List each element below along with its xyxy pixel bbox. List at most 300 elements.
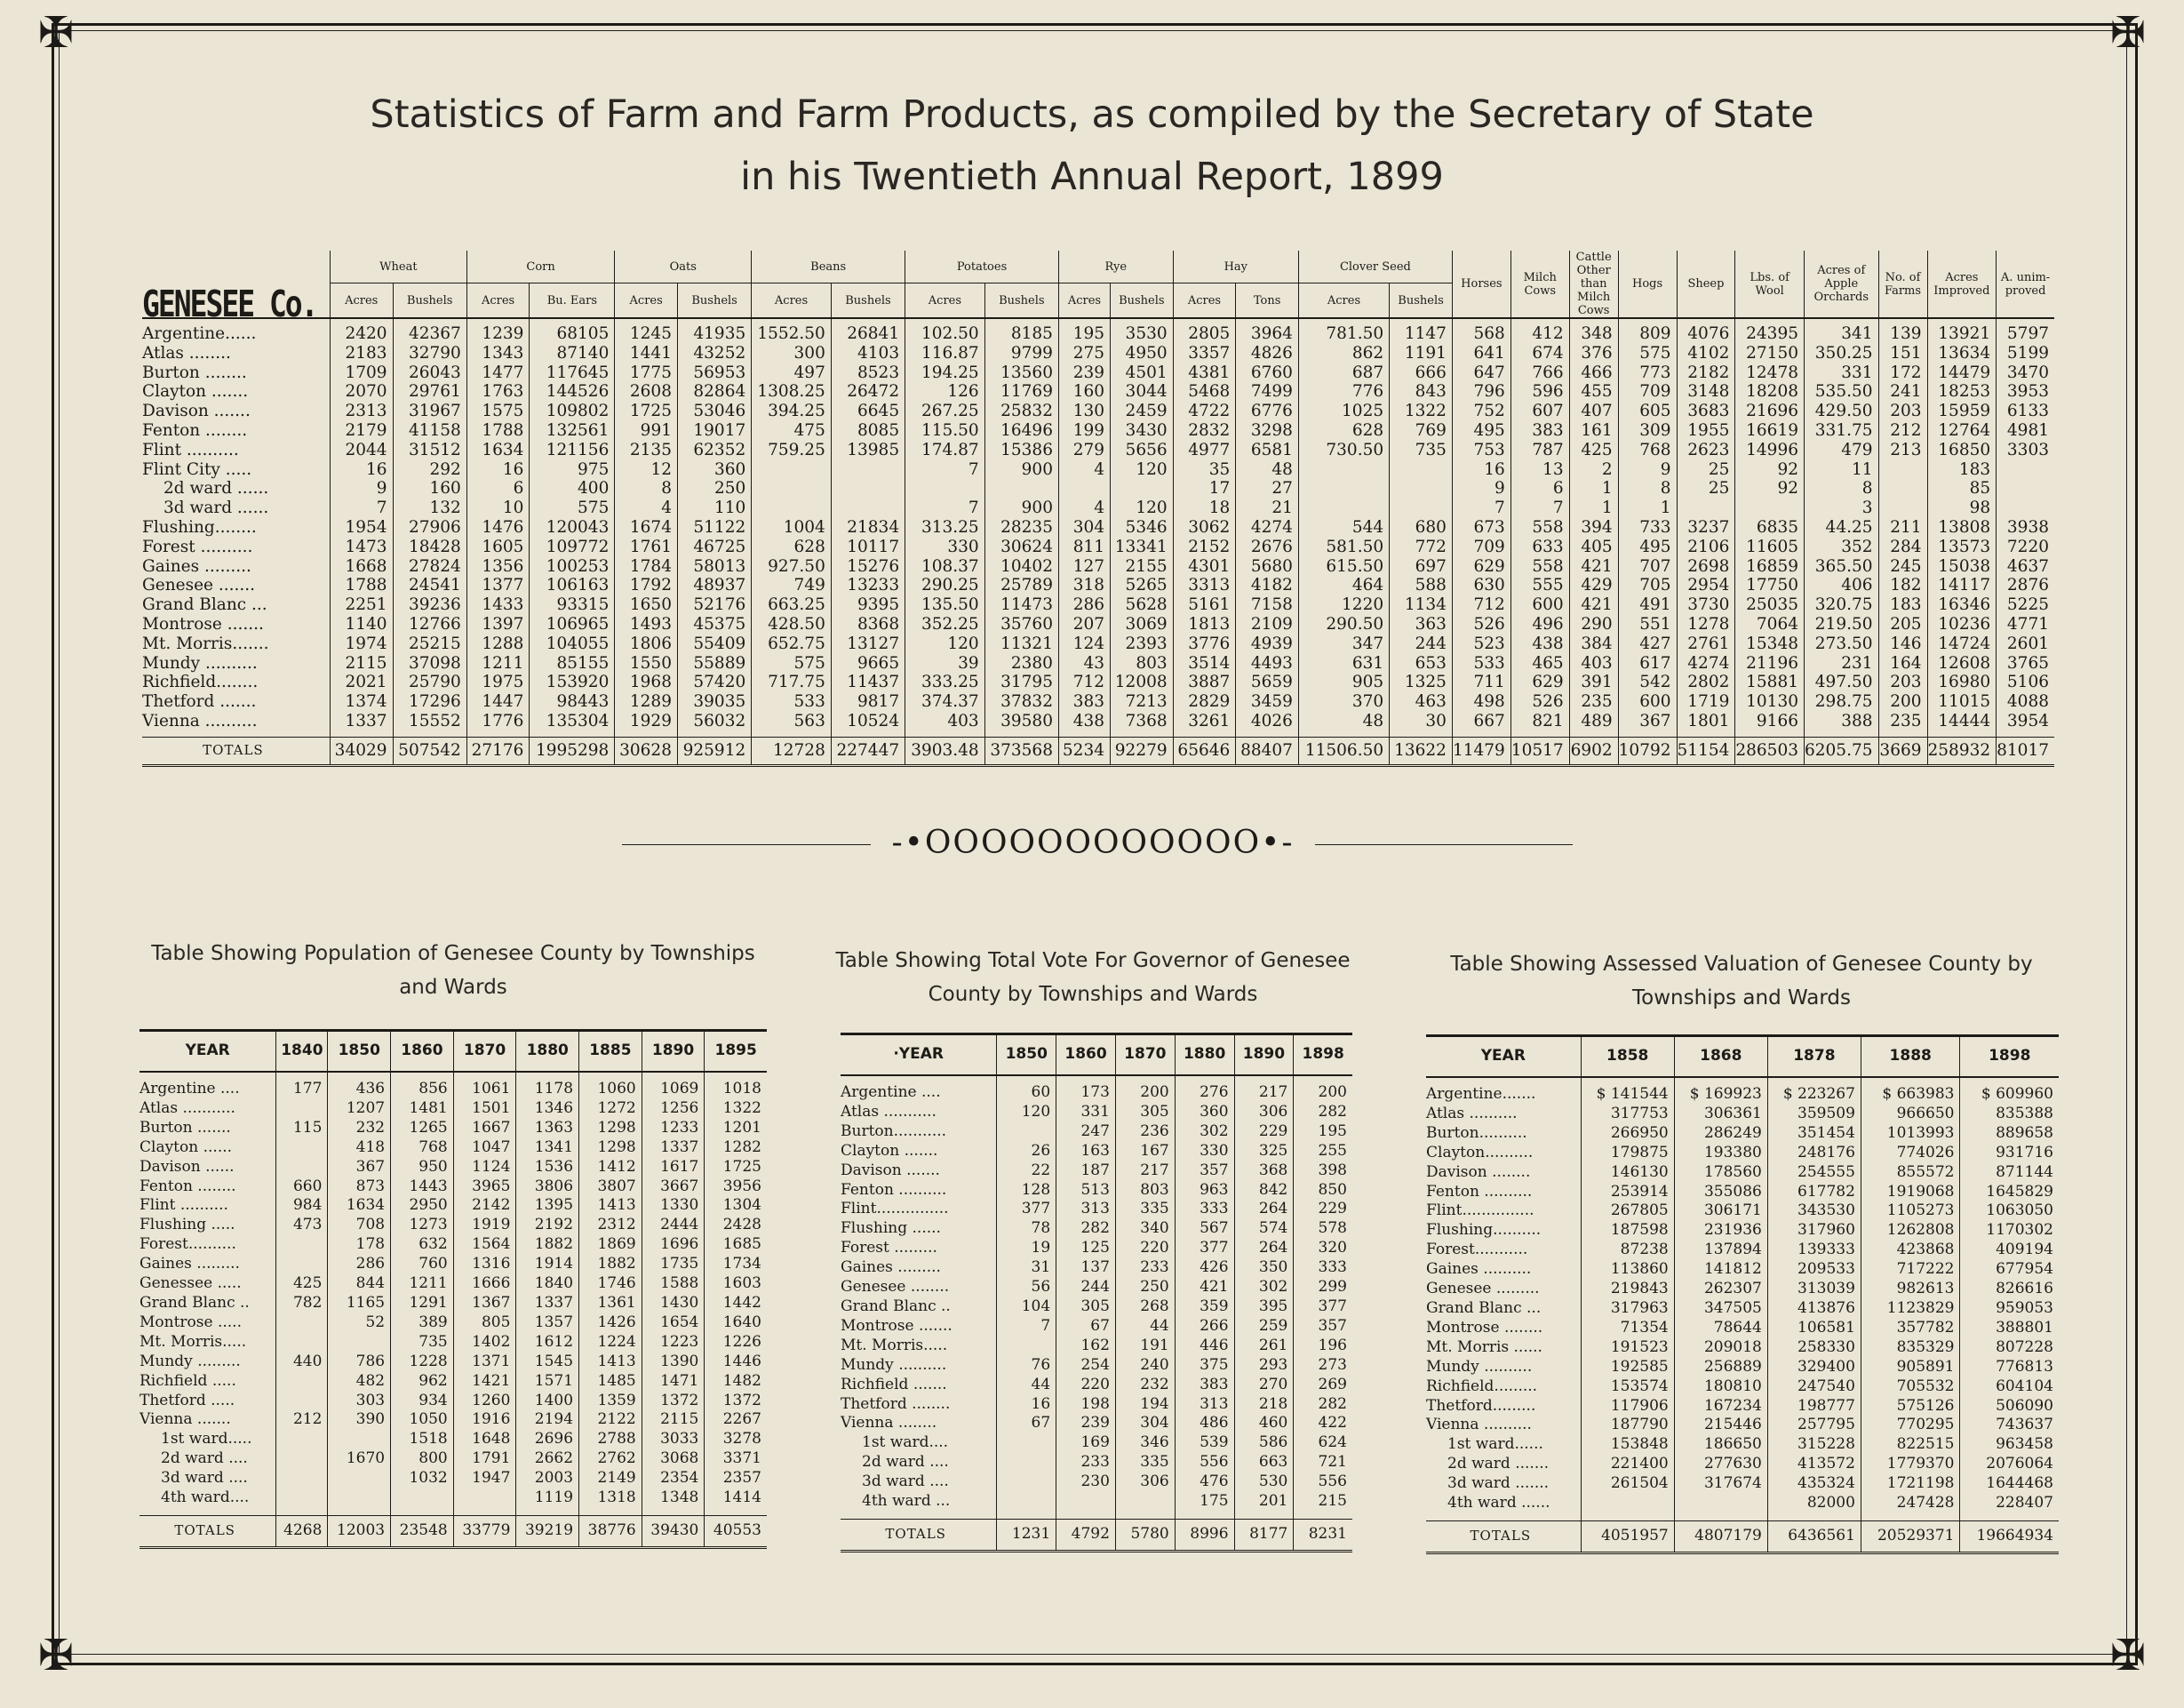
row-label: Atlas ........ [142, 343, 231, 363]
row-label: Clayton ....... [841, 1141, 938, 1160]
table-cell [276, 1372, 328, 1392]
total-cell: 1995298 [530, 737, 615, 765]
table-cell: 3964 [1236, 318, 1299, 344]
table-cell: 376 [1569, 344, 1618, 363]
table-cell: 2829 [1173, 692, 1236, 712]
table-row [841, 1219, 1352, 1239]
table-cell: 333 [1294, 1258, 1352, 1278]
table-cell [276, 1392, 328, 1411]
table-row [139, 1372, 767, 1392]
row-label: Grand Blanc ... [142, 595, 267, 615]
table-cell: 3 [1805, 499, 1879, 518]
row-label: Mt. Morris..... [841, 1336, 948, 1354]
table-cell: 286 [1058, 595, 1110, 615]
table-cell: 25790 [393, 673, 466, 692]
table-cell: 331 [1056, 1103, 1116, 1122]
table-row [841, 1103, 1352, 1122]
table-cell [276, 1138, 328, 1158]
table-cell: 905 [1298, 673, 1389, 692]
year-column-header: 1880 [516, 1031, 579, 1073]
table-cell: 1372 [642, 1392, 705, 1411]
table-cell: 1371 [453, 1353, 516, 1372]
year-column-header: 1868 [1674, 1036, 1767, 1078]
column-subheader: Bushels [1111, 283, 1174, 318]
table-cell: 407 [1569, 402, 1618, 421]
row-label: Mundy .......... [142, 653, 258, 673]
table-cell: 9799 [984, 344, 1058, 363]
table-cell: 1666 [453, 1274, 516, 1294]
table-cell: 229 [1294, 1200, 1352, 1219]
table-cell: 563 [752, 712, 832, 737]
table-cell: 2761 [1677, 635, 1735, 654]
table-cell: 15348 [1735, 635, 1805, 654]
table-cell: 17750 [1735, 576, 1805, 595]
table-cell: 513 [1056, 1181, 1116, 1201]
table-cell: 427 [1618, 635, 1677, 654]
table-cell [752, 460, 832, 480]
table-cell: 2135 [615, 441, 678, 460]
column-subheader: Bushels [1390, 283, 1453, 318]
table-cell: 2950 [391, 1196, 454, 1216]
table-cell: 135.50 [905, 595, 985, 615]
table-cell: 647 [1452, 363, 1510, 383]
table-cell: 26043 [393, 363, 466, 383]
table-cell: 1588 [642, 1274, 705, 1294]
table-cell: 6133 [1997, 402, 2054, 421]
table-cell: 1916 [453, 1410, 516, 1430]
table-cell: 357 [1175, 1161, 1234, 1181]
table-cell: 352 [1805, 538, 1879, 557]
table-cell: 3683 [1677, 402, 1735, 421]
row-label: Thetford ....... [142, 692, 257, 712]
total-cell: 23548 [391, 1515, 454, 1547]
table-cell: 235 [1878, 712, 1927, 737]
table-cell: 1645829 [1960, 1183, 2059, 1202]
table-cell: 306361 [1674, 1105, 1767, 1124]
table-cell: 497 [752, 363, 832, 383]
table-cell: 633 [1510, 538, 1569, 557]
table-cell [328, 1430, 391, 1449]
table-cell: 14724 [1927, 635, 1997, 654]
table-cell: 1245 [615, 318, 678, 344]
table-cell [276, 1313, 328, 1333]
row-label: Mundy .......... [841, 1355, 947, 1374]
table-cell: 12 [615, 460, 678, 480]
table-cell: 213 [1878, 441, 1927, 460]
table-cell: 178560 [1674, 1163, 1767, 1183]
table-cell: 673 [1452, 518, 1510, 538]
table-cell [1878, 460, 1927, 480]
table-cell: 629 [1452, 557, 1510, 577]
table-cell: 200 [1115, 1075, 1175, 1103]
table-cell: 3765 [1997, 654, 2054, 674]
table-cell: 277630 [1674, 1455, 1767, 1474]
table-cell: 774026 [1861, 1144, 1960, 1163]
table-cell: 172 [1878, 363, 1927, 383]
table-cell [997, 1473, 1056, 1492]
table-cell: 71354 [1581, 1319, 1674, 1338]
table-cell: 1147 [1390, 318, 1453, 344]
table-cell: 835329 [1861, 1338, 1960, 1358]
table-cell: 162 [1056, 1337, 1116, 1356]
table-row [142, 402, 2054, 421]
table-cell: 27906 [393, 518, 466, 538]
row-label: Montrose ........ [1426, 1318, 1543, 1337]
table-cell [1056, 1492, 1116, 1519]
table-cell: 575 [752, 654, 832, 674]
table-cell: 78644 [1674, 1319, 1767, 1338]
row-label: Genesee ....... [142, 576, 256, 595]
table-cell: 120 [905, 635, 985, 654]
table-cell: 3148 [1677, 382, 1735, 402]
table-cell: 5225 [1997, 595, 2054, 615]
table-cell: 1278 [1677, 615, 1735, 635]
table-cell: 1929 [615, 712, 678, 737]
table-cell: 302 [1175, 1122, 1234, 1142]
table-cell: 232 [1115, 1376, 1175, 1395]
table-cell: 160 [393, 479, 466, 499]
table-cell: 313.25 [905, 518, 985, 538]
table-cell: 4088 [1997, 692, 2054, 712]
table-cell: 4026 [1236, 712, 1299, 737]
table-cell: 8085 [831, 421, 905, 441]
table-cell: 1721198 [1861, 1474, 1960, 1494]
table-cell: 109802 [530, 402, 615, 421]
table-cell: 360 [677, 460, 751, 480]
table-cell: 600 [1618, 692, 1677, 712]
table-cell: 460 [1234, 1414, 1294, 1433]
table-cell: 4501 [1111, 363, 1174, 383]
row-label: Atlas ........... [841, 1102, 937, 1121]
table-cell: 211 [1878, 518, 1927, 538]
table-cell [1997, 479, 2054, 499]
table-cell: 2106 [1677, 538, 1735, 557]
table-row [1426, 1319, 2059, 1338]
table-cell: 1316 [453, 1255, 516, 1274]
table-cell: 241 [1878, 382, 1927, 402]
table-cell: 3730 [1677, 595, 1735, 615]
table-cell: 533 [1452, 654, 1510, 674]
table-cell: 262307 [1674, 1280, 1767, 1299]
total-cell: 1231 [997, 1519, 1056, 1551]
table-cell: 13573 [1927, 538, 1997, 557]
table-cell: 1134 [1390, 595, 1453, 615]
table-cell: 325 [1234, 1142, 1294, 1161]
table-cell [276, 1158, 328, 1177]
table-cell: 231936 [1674, 1221, 1767, 1241]
row-label: Fenton ........ [139, 1177, 236, 1195]
table-cell: 6 [466, 479, 530, 499]
table-cell: 822515 [1861, 1435, 1960, 1455]
row-label: Grand Blanc .. [139, 1293, 250, 1312]
table-cell: 844 [328, 1274, 391, 1294]
table-cell: 438 [1058, 712, 1110, 737]
table-cell: 1223 [642, 1333, 705, 1353]
table-cell: 3303 [1997, 441, 2054, 460]
table-cell: 1442 [705, 1294, 767, 1313]
table-row [841, 1473, 1352, 1492]
table-cell: 436 [328, 1072, 391, 1099]
table-cell: 2762 [579, 1449, 642, 1469]
table-cell: 363 [1390, 615, 1453, 635]
table-cell: 575 [530, 499, 615, 518]
table-cell: 7158 [1236, 595, 1299, 615]
table-cell: 4637 [1997, 557, 2054, 577]
totals-row [142, 737, 2054, 765]
table-cell: 1968 [615, 673, 678, 692]
table-row [139, 1177, 767, 1197]
table-row [1426, 1474, 2059, 1494]
table-cell: 843 [1390, 382, 1453, 402]
column-subheader: Bushels [677, 283, 751, 318]
table-cell: 1612 [516, 1333, 579, 1353]
vote-caption: Table Showing Total Vote For Governor of Genesee County by Townships and Wards [835, 949, 1351, 1006]
table-row [1426, 1299, 2059, 1319]
row-label: Mt. Morris....... [142, 634, 269, 653]
table-cell: 37098 [393, 654, 466, 674]
table-row [142, 518, 2054, 538]
table-cell: 3069 [1111, 615, 1174, 635]
row-label: Burton ....... [139, 1118, 231, 1137]
table-cell: 153920 [530, 673, 615, 692]
table-cell: 963458 [1960, 1435, 2059, 1455]
table-cell: 1433 [466, 595, 530, 615]
table-cell: 1298 [579, 1119, 642, 1138]
corner-ornament-icon: ✠ [37, 8, 75, 58]
table-cell: 1734 [705, 1255, 767, 1274]
column-header: A. unim- proved [1997, 251, 2054, 318]
table-cell: 306171 [1674, 1201, 1767, 1221]
table-cell: 25035 [1735, 595, 1805, 615]
table-cell: 335 [1115, 1453, 1175, 1473]
table-cell: 1784 [615, 557, 678, 577]
row-label: Atlas .......... [1426, 1104, 1518, 1122]
table-row [1426, 1144, 2059, 1163]
table-cell: 333.25 [905, 673, 985, 692]
table-cell: 604104 [1960, 1377, 2059, 1397]
table-cell: 161 [1569, 421, 1618, 441]
table-cell: 776 [1298, 382, 1389, 402]
table-cell: 455 [1569, 382, 1618, 402]
table-row [142, 654, 2054, 674]
table-cell: 93315 [530, 595, 615, 615]
table-cell: 8 [615, 479, 678, 499]
table-cell: 9 [1452, 479, 1510, 499]
table-cell: 1395 [516, 1196, 579, 1216]
table-cell: 984 [276, 1196, 328, 1216]
table-cell: 191 [1115, 1337, 1175, 1356]
table-cell: 2696 [516, 1430, 579, 1449]
table-cell: 43 [1058, 654, 1110, 674]
table-cell: 2357 [705, 1469, 767, 1489]
table-row [139, 1489, 767, 1515]
table-cell: 963 [1175, 1181, 1234, 1201]
table-cell: 117906 [1581, 1397, 1674, 1417]
table-cell: 4939 [1236, 635, 1299, 654]
table-cell: 842 [1234, 1181, 1294, 1201]
table-cell: 1004 [752, 518, 832, 538]
total-cell: 4268 [276, 1515, 328, 1547]
table-cell: 1356 [466, 557, 530, 577]
table-cell: 3068 [642, 1449, 705, 1469]
table-cell: 1493 [615, 615, 678, 635]
table-cell: 192585 [1581, 1358, 1674, 1377]
table-cell: 479 [1805, 441, 1879, 460]
table-cell: 199 [1058, 421, 1110, 441]
table-cell: 365.50 [1805, 557, 1879, 577]
table-cell: 351454 [1767, 1124, 1861, 1144]
table-cell: 14444 [1927, 712, 1997, 737]
year-column-header: 1860 [391, 1031, 454, 1073]
table-cell: 2115 [330, 654, 393, 674]
table-cell: 721 [1294, 1453, 1352, 1473]
table-row [1426, 1338, 2059, 1358]
table-cell: 16496 [984, 421, 1058, 441]
table-cell [997, 1337, 1056, 1356]
table-cell: 574 [1234, 1219, 1294, 1239]
table-cell: 374.37 [905, 692, 985, 712]
table-cell: 230 [1056, 1473, 1116, 1492]
table-cell: 3667 [642, 1177, 705, 1197]
divider-ornament-icon: -•OOOOOOOOOOOO•- [604, 821, 1582, 866]
table-cell: 106965 [530, 615, 615, 635]
table-cell: 11769 [984, 382, 1058, 402]
table-row [142, 692, 2054, 712]
table-row [841, 1453, 1352, 1473]
table-cell: 1471 [642, 1372, 705, 1392]
table-cell: 759.25 [752, 441, 832, 460]
table-cell: 1477 [466, 363, 530, 383]
table-row [841, 1122, 1352, 1142]
table-cell: 772 [1390, 538, 1453, 557]
table-cell: 347 [1298, 635, 1389, 654]
table-cell: 1414 [705, 1489, 767, 1515]
total-cell: 11479 [1452, 737, 1510, 765]
table-cell: 12478 [1735, 363, 1805, 383]
table-cell: 3459 [1236, 692, 1299, 712]
table-cell: 600 [1510, 595, 1569, 615]
table-cell: 368 [1234, 1161, 1294, 1181]
table-cell: 773 [1618, 363, 1677, 383]
table-cell: 15552 [393, 712, 466, 737]
table-cell: 1430 [642, 1294, 705, 1313]
table-cell: $ 663983 [1861, 1077, 1960, 1105]
table-cell: 418 [328, 1138, 391, 1158]
total-cell: 51154 [1677, 737, 1735, 765]
table-cell: 377 [997, 1200, 1056, 1219]
table-cell: 164 [1878, 654, 1927, 674]
table-cell: 360 [1175, 1103, 1234, 1122]
table-cell: 1719 [1677, 692, 1735, 712]
row-label: Thetford......... [1426, 1396, 1536, 1415]
table-cell: 207 [1058, 615, 1110, 635]
total-cell: 5780 [1115, 1519, 1175, 1551]
row-label: Clayton ....... [142, 382, 249, 402]
table-cell: 409194 [1960, 1241, 2059, 1260]
table-cell: 120043 [530, 518, 615, 538]
table-cell: 55889 [677, 654, 751, 674]
table-cell: 735 [391, 1333, 454, 1353]
table-cell: 4493 [1236, 654, 1299, 674]
table-row [841, 1395, 1352, 1415]
table-cell: 1443 [391, 1177, 454, 1197]
table-cell: 575126 [1861, 1397, 1960, 1417]
table-cell: 317960 [1767, 1221, 1861, 1241]
row-label: 2d ward ...... [163, 479, 269, 499]
row-label: 1st ward.... [862, 1433, 949, 1452]
table-cell: 568 [1452, 318, 1510, 344]
table-cell: 2192 [516, 1216, 579, 1235]
table-cell: 1840 [516, 1274, 579, 1294]
table-cell: 586 [1234, 1433, 1294, 1453]
table-cell: 48937 [677, 576, 751, 595]
table-cell: 1447 [466, 692, 530, 712]
table-cell: 12008 [1111, 673, 1174, 692]
table-cell: 760 [391, 1255, 454, 1274]
table-cell: 931716 [1960, 1144, 2059, 1163]
table-cell: 805 [453, 1313, 516, 1333]
table-cell: 900 [984, 460, 1058, 480]
table-cell: 3062 [1173, 518, 1236, 538]
table-cell: 375 [1175, 1356, 1234, 1376]
table-cell: 264 [1234, 1239, 1294, 1258]
table-cell: 666 [1390, 363, 1453, 383]
table-cell: 128 [997, 1181, 1056, 1201]
table-cell: 163 [1056, 1142, 1116, 1161]
table-cell: 279 [1058, 441, 1110, 460]
table-cell: 641 [1452, 344, 1510, 363]
column-subheader: Acres [752, 283, 832, 318]
row-label: Vienna .......... [1426, 1416, 1532, 1434]
row-label: 3d ward .... [862, 1473, 949, 1491]
table-cell: 261504 [1581, 1474, 1674, 1494]
row-label: Davison ....... [841, 1161, 940, 1179]
table-cell: 5659 [1236, 673, 1299, 692]
table-cell: 110 [677, 499, 751, 518]
row-label: Gaines ......... [142, 556, 251, 576]
table-cell: 341 [1805, 318, 1879, 344]
table-cell: 259 [1234, 1317, 1294, 1337]
table-cell: 556 [1175, 1453, 1234, 1473]
table-cell: 1518 [391, 1430, 454, 1449]
table-cell: 1914 [516, 1255, 579, 1274]
table-cell: 254555 [1767, 1163, 1861, 1183]
year-column-header: 1860 [1056, 1034, 1116, 1076]
page-title-line-2: in his Twentieth Annual Report, 1899 [740, 155, 1444, 199]
table-cell: 1363 [516, 1119, 579, 1138]
table-cell: 6645 [831, 402, 905, 421]
table-cell: 51122 [677, 518, 751, 538]
table-cell: 752 [1452, 402, 1510, 421]
table-cell: 293 [1234, 1356, 1294, 1376]
table-cell: 1473 [330, 538, 393, 557]
year-column-header: 1840 [276, 1031, 328, 1073]
table-row [139, 1333, 767, 1353]
table-cell: 357782 [1861, 1319, 1960, 1338]
table-row [1426, 1494, 2059, 1520]
table-cell: 16980 [1927, 673, 1997, 692]
table-cell: 567 [1175, 1219, 1234, 1239]
table-cell: 29761 [393, 382, 466, 402]
table-cell: 395 [1234, 1297, 1294, 1317]
table-cell: 200 [1294, 1075, 1352, 1103]
total-cell: 39430 [642, 1515, 705, 1547]
table-cell: 388 [1805, 712, 1879, 737]
table-cell: 13560 [984, 363, 1058, 383]
row-label: Genessee ..... [139, 1274, 242, 1293]
table-cell: 276 [1175, 1075, 1234, 1103]
table-cell: 5161 [1173, 595, 1236, 615]
